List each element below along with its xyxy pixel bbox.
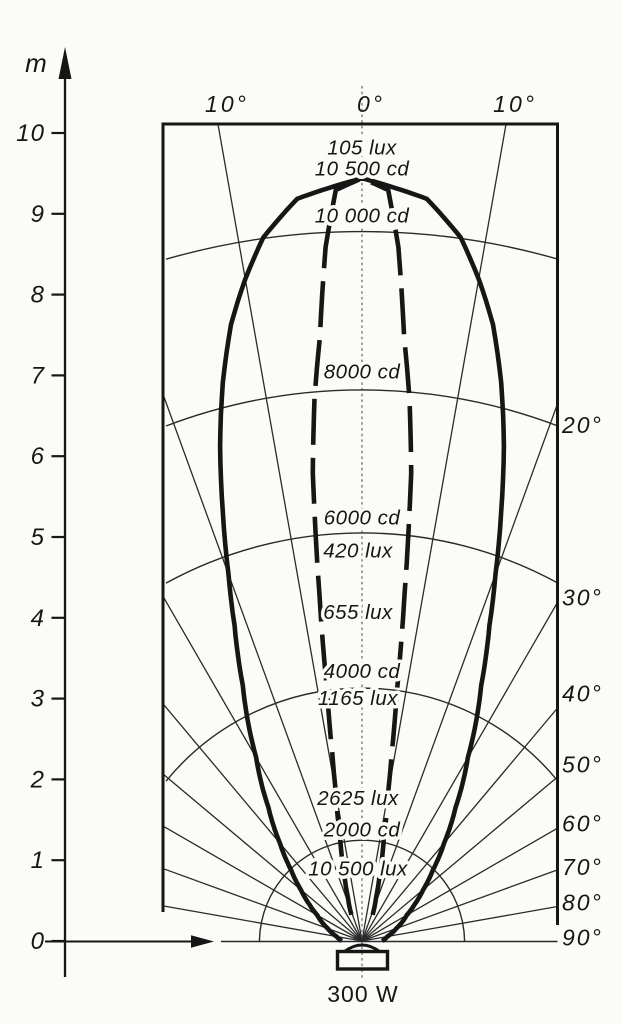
top-degree-label: 0° xyxy=(357,91,385,117)
meter-axis-tick-label: 9 xyxy=(30,200,45,228)
meter-axis-tick-label: 0 xyxy=(30,928,45,955)
base-axis xyxy=(45,935,558,948)
meter-axis-arrowhead xyxy=(59,47,72,79)
meter-axis-unit-label: m xyxy=(25,48,47,78)
right-degree-label: 70° xyxy=(562,854,603,881)
top-degree-label: 10° xyxy=(205,91,249,117)
base-axis-arrowhead xyxy=(191,935,214,948)
right-degree-label: 50° xyxy=(562,751,603,778)
meter-axis-tick-label: 2 xyxy=(30,766,45,794)
right-degree-label: 40° xyxy=(562,680,603,707)
value-labels xyxy=(205,91,603,950)
cd-arc-label: 10 000 cd xyxy=(314,204,410,228)
cd-arc-label: 6000 cd xyxy=(323,506,401,530)
lux-value-label: 420 lux xyxy=(323,539,393,563)
cd-arc-label: 4000 cd xyxy=(323,660,401,684)
meter-axis-tick-label: 6 xyxy=(30,443,45,471)
meter-axis-tick-label: 7 xyxy=(30,362,45,390)
lux-value-label: 1165 lux xyxy=(318,686,398,710)
cd-arc-label: 2000 cd xyxy=(323,818,401,842)
peak-value-label: 10 500 cd xyxy=(314,157,410,181)
lux-value-label: 655 lux xyxy=(323,601,393,625)
meter-axis-tick-label: 1 xyxy=(30,847,45,875)
right-degree-label: 80° xyxy=(562,889,603,916)
lamp-wattage-label: 300 W xyxy=(327,981,399,1007)
cd-arc-label: 8000 cd xyxy=(323,360,401,384)
lamp-symbol xyxy=(327,945,398,1007)
meter-axis-tick-label: 8 xyxy=(30,281,45,309)
meter-axis-tick-label: 3 xyxy=(30,685,45,713)
right-degree-label: 30° xyxy=(562,584,603,611)
lux-value-label: 10 500 lux xyxy=(308,857,408,881)
meter-axis-tick-label: 4 xyxy=(30,604,45,632)
right-degree-label: 20° xyxy=(562,412,603,439)
right-degree-label: 90° xyxy=(562,924,603,951)
lux-value-label: 2625 lux xyxy=(317,786,399,810)
meter-axis-tick-label: 10 xyxy=(16,120,45,147)
meter-axis xyxy=(16,47,71,977)
top-degree-label: 10° xyxy=(493,91,537,117)
peak-value-label: 105 lux xyxy=(327,136,397,160)
meter-axis-tick-label: 5 xyxy=(30,524,45,551)
right-degree-label: 60° xyxy=(562,810,603,837)
